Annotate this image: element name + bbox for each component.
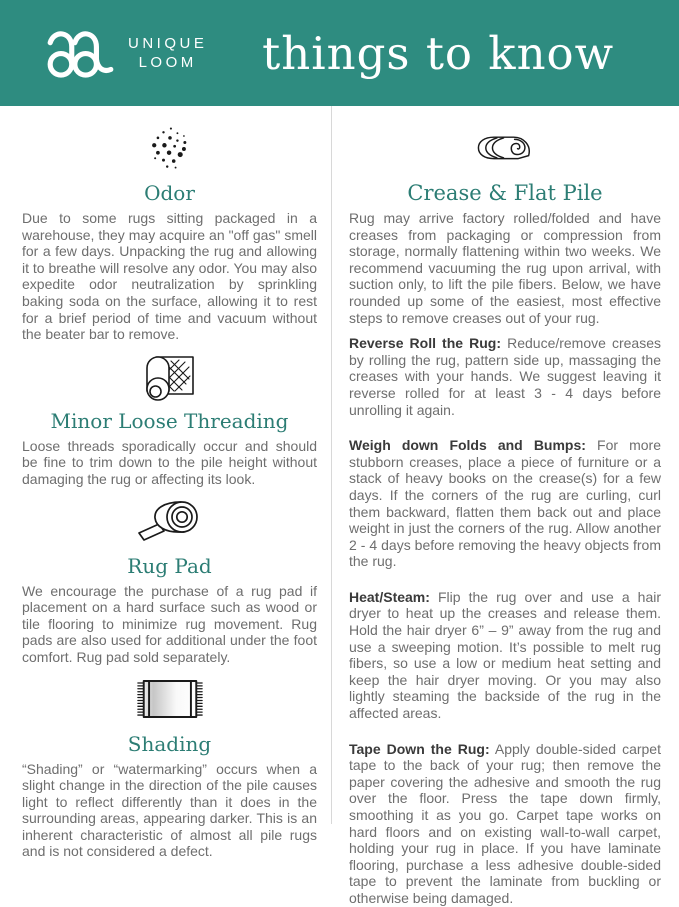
odor-dots-icon (22, 124, 317, 174)
tip-label: Heat/Steam: (349, 588, 430, 605)
content-area (0, 106, 679, 906)
rolled-rug-spiral-icon (349, 124, 661, 174)
section-minor-loose-threading (22, 352, 317, 488)
section-crease-flat-pile (349, 124, 661, 326)
tip-heat-steam (349, 589, 661, 722)
section-body: Loose threads sporadically occur and should be fine to trim down to the pile height without damaging the rug or affecting its look. (22, 437, 317, 487)
brand-name: UNIQUE LOOM (128, 34, 208, 71)
section-body: “Shading” or “watermarking” occurs when a slight change in the direction of the pile causes light to reflect differently than it does in the surrounding areas, appearing darker. This is an inherent characteristic of almost all pile rugs and is not considered a defect. (22, 760, 317, 860)
section-rug-pad (22, 497, 317, 666)
tip-label: Weigh down Folds and Bumps: (349, 437, 586, 454)
tip-reverse-roll (349, 335, 661, 418)
section-body: Due to some rugs sitting packaged in a warehouse, they may acquire an "off gas" smell for a few days. Unpacking the rug and allowing it to breathe will resolve any odor. You may also expedite odor neutralization by sprinkling baking soda on the surface, allowing it to rest for a brief period of time and vacuum without the beater bar to remove. (22, 210, 317, 343)
section-heading: Rug Pad (127, 553, 212, 578)
left-column (0, 106, 331, 860)
section-body: We encourage the purchase of a rug pad if placement on a hard surface such as wood or tile flooring to minimize rug movement. Rug pads are also used for additional under the foot comfort. Rug pad sold separately. (22, 582, 317, 665)
tip-body: Reduce/remove creases by rolling the rug, pattern side up, massaging the creases with your hands. We suggest leaving it reverse rolled for at least 3 - 4 days before unrolling it again. (349, 335, 662, 418)
rug-pad-roll-icon (22, 497, 317, 547)
section-body: Rug may arrive factory rolled/folded and have creases from packaging or compression from storage, normally flattening within two weeks. We recommend vacuuming the rug upon arrival, with suction only, to lift the pile fibers. Below, we have rounded up some of the easiest, most effective steps to remove creases out of your rug. (349, 210, 661, 326)
section-heading: Odor (144, 181, 195, 205)
section-odor (22, 124, 317, 343)
tip-body: For more stubborn creases, place a piece of furniture or a stack of heavy books on the crease(s) for a few days. If the corners of the rug are curling, curl them backward, flatten them back out and place weight in just the corners of the rug. Allow another 2 - 4 days before removing the heavy objects from the rug. (349, 437, 661, 570)
right-column (331, 106, 679, 906)
section-heading: Shading (127, 731, 212, 756)
page-title: things to know (262, 26, 615, 80)
section-heading: Minor Loose Threading (50, 408, 289, 433)
tip-label: Tape Down the Rug: (349, 740, 490, 757)
tip-body: Apply double-sided carpet tape to the back of your rug; then remove the paper covering the adhesive and smooth the rug over the floor. Press the tape down firmly, smoothing it as you go. Carpet tape works on hard floors and on existing wall-to-wall carpet, holding your rug in place. If you have laminate flooring, purchase a less adhesive double-sided tape to prevent the laminate from buckling or otherwise being damaged. (349, 740, 661, 906)
section-heading: Crease & Flat Pile (407, 181, 603, 205)
tip-label: Reverse Roll the Rug: (349, 335, 502, 352)
tip-weigh-down (349, 437, 661, 570)
header-bar (0, 0, 679, 106)
rolled-rug-threading-icon (22, 352, 317, 402)
section-shading (22, 675, 317, 861)
brand-logo (44, 26, 207, 80)
tip-body: Flip the rug over and use a hair dryer to heat up the creases and release them. Hold the hair dryer 6” – 9” away from the rug and use a sweeping motion. It’s possible to melt rug fibers, so use a low or medium heat setting and keep the hair dryer moving. Or you may also lightly steaming the backside of the rug in the affected areas. (349, 588, 662, 722)
flat-rug-shading-icon (22, 675, 317, 725)
unique-loom-logo-icon (44, 26, 118, 80)
